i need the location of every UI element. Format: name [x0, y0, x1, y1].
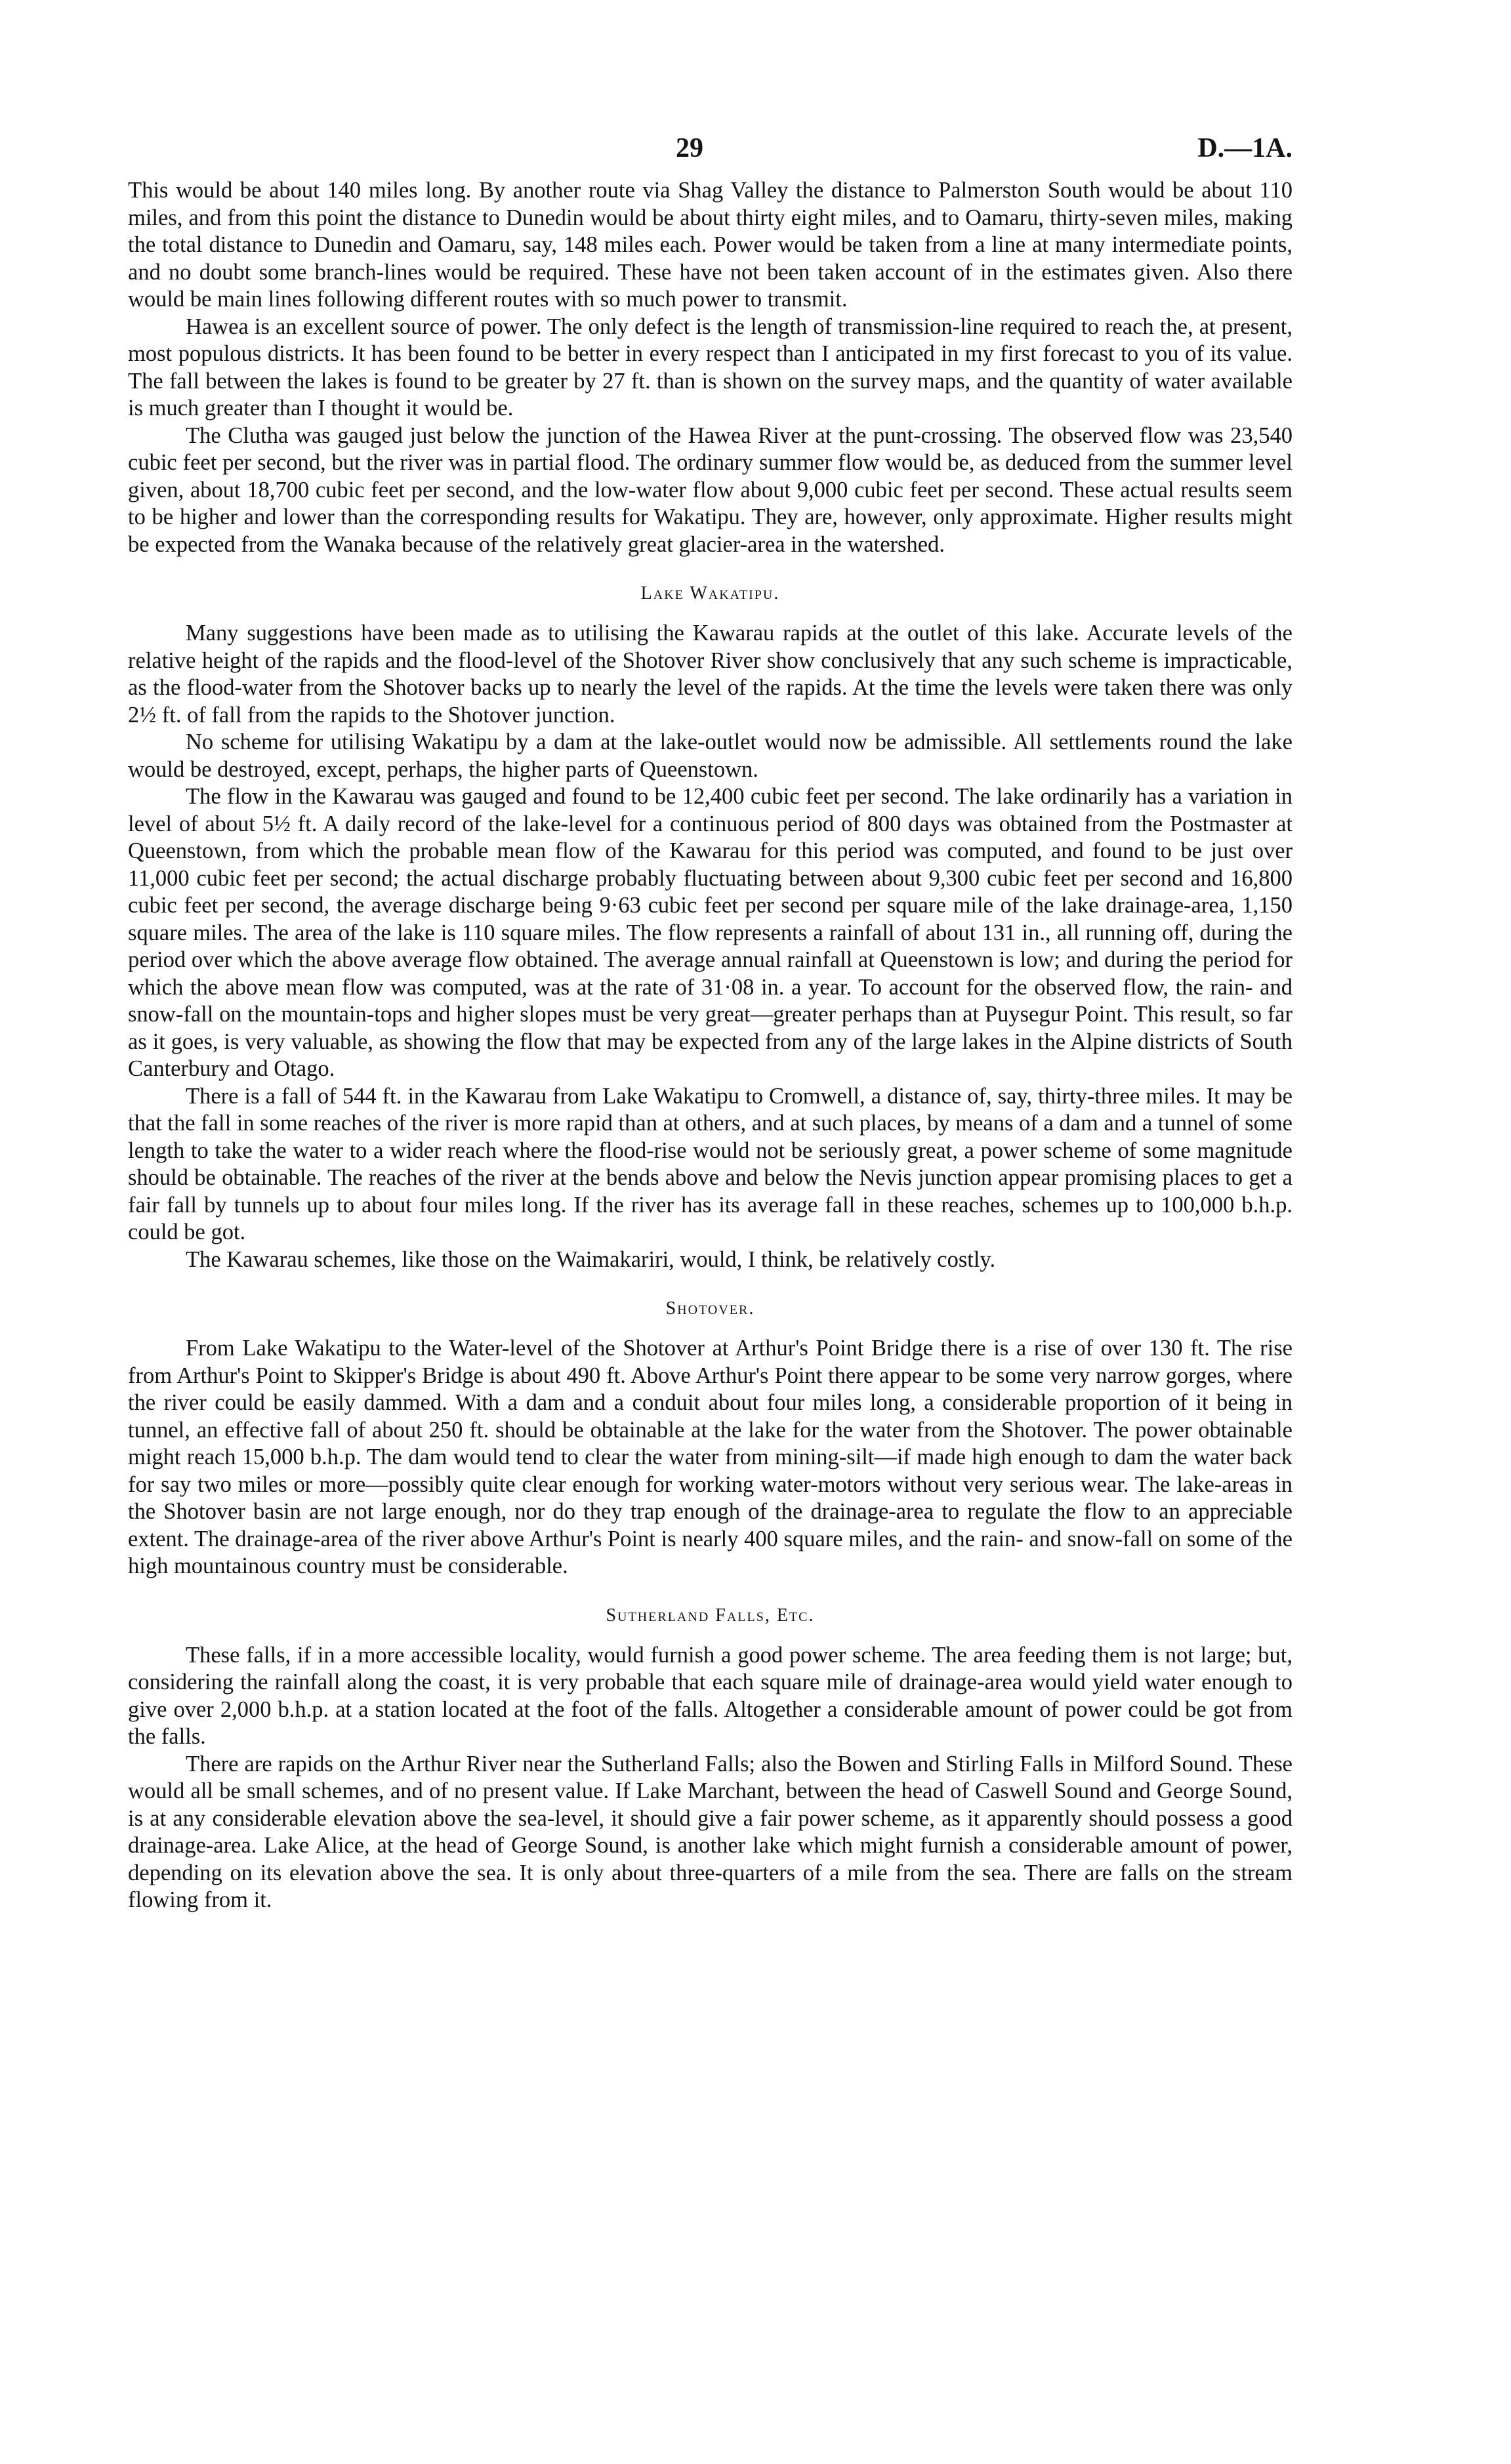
- section-heading: Shotover.: [665, 1298, 755, 1319]
- paragraph: These falls, if in a more accessible locality, would furnish a good power scheme. The area feeding them is not large; but, considering the rainfall along the coast, it is very probable that each square mile of drainage-area would yield water enough to give over 2,000 b.h.p. at a station located at the foot of the falls. Altogether a considerable amount of power could be got from the falls.: [128, 1642, 1293, 1749]
- section-sutherland-falls: [128, 1605, 1293, 1914]
- page-number: 29: [676, 133, 703, 163]
- paragraph: The Kawarau schemes, like those on the Waimakariri, would, I think, be relatively costly.: [186, 1246, 996, 1272]
- paragraph: The flow in the Kawarau was gauged and found to be 12,400 cubic feet per second. The lake ordinarily has a variation in level of about 5½ ft. A daily record of the lake-level for a continuous period of 800 days was obtained from the Postmaster at Queenstown, from which the probable mean flow of the Kawarau for this period was computed, and found to be just over 11,000 cubic feet per second; the actual discharge probably fluctuating between about 9,300 cubic feet per second and 16,800 cubic feet per second, the average discharge being 9·63 cubic feet per second per square mile of the lake drainage-area, 1,150 square miles. The area of the lake is 110 square miles. The flow represents a rainfall of about 131 in., all running off, during the period over which the above average flow obtained. The average annual rainfall at Queenstown is low; and during the period for which the above mean flow was computed, was at the rate of 31·08 in. a year. To account for the observed flow, the rain- and snow-fall on the mountain-tops and higher slopes must be very great—greater perhaps than at Puysegur Point. This result, so far as it goes, is very valuable, as showing the flow that may be expected from any of the large lakes in the Alpine districts of South Canterbury and Otago.: [128, 784, 1293, 1081]
- paragraph: The Clutha was gauged just below the junction of the Hawea River at the punt-crossing. The observed flow was 23,540 cubic feet per second, but the river was in partial flood. The ordinary summer flow would be, as deduced from the summer level given, about 18,700 cubic feet per second, and the low-water flow about 9,000 cubic feet per second. These actual results seem to be higher and lower than the corresponding results for Wakatipu. They are, however, only approximate. Higher results might be expected from the Wanaka because of the relatively great glacier-area in the watershed.: [128, 422, 1293, 557]
- section-lake-wakatipu: [128, 583, 1293, 1273]
- paragraph: There is a fall of 544 ft. in the Kawarau from Lake Wakatipu to Cromwell, a distance of, say, thirty-three miles. It may be that the fall in some reaches of the river is more rapid than at others, and at such places, by means of a dam and a tunnel of some length to take the water to a wider reach where the flood-rise would not be seriously great, a power scheme of some magnitude should be obtainable. The reaches of the river at the bends above and below the Nevis junction appear promising places to get a fair fall by tunnels up to about four miles long. If the river has its average fall in these reaches, schemes up to 100,000 b.h.p. could be got.: [128, 1083, 1293, 1244]
- intro-section: [128, 177, 1293, 558]
- section-heading: Sutherland Falls, Etc.: [606, 1605, 815, 1626]
- paragraph: This would be about 140 miles long. By another route via Shag Valley the distance to Palmerston South would be about 110 miles, and from this point the distance to Dunedin would be about thirty eight miles, and to Oamaru, thirty-seven miles, making the total distance to Dunedin and Oamaru, say, 148 miles each. Power would be taken from a line at many intermediate points, and no doubt some branch-lines would be required. These have not been taken account of in the estimates given. Also there would be main lines following different routes with so much power to transmit.: [128, 178, 1293, 312]
- paragraph: From Lake Wakatipu to the Water-level of the Shotover at Arthur's Point Bridge there is a rise of over 130 ft. The rise from Arthur's Point to Skipper's Bridge is about 490 ft. Above Arthur's Point there appear to be some very narrow gorges, where the river could be easily dammed. With a dam and a conduit about four miles long, a considerable proportion of it being in tunnel, an effective fall of about 250 ft. should be obtainable at the lake for the water from the Shotover. The power obtainable might reach 15,000 b.h.p. The dam would tend to clear the water from mining-silt—if made high enough to dam the water back for say two miles or more—possibly quite clear enough for working water-motors without very serious wear. The lake-areas in the Shotover basin are not large enough, nor do they trap enough of the drainage-area to regulate the flow to an appreciable extent. The drainage-area of the river above Arthur's Point is nearly 400 square miles, and the rain- and snow-fall on some of the high mountainous country must be considerable.: [128, 1336, 1293, 1578]
- section-heading: Lake Wakatipu.: [640, 583, 780, 604]
- paragraph: There are rapids on the Arthur River near the Sutherland Falls; also the Bowen and Stirling Falls in Milford Sound. These would all be small schemes, and of no present value. If Lake Marchant, between the head of Caswell Sound and George Sound, is at any considerable elevation above the sea-level, it should give a fair power scheme, as it apparently should possess a good drainage-area. Lake Alice, at the head of George Sound, is another lake which might furnish a considerable amount of power, depending on its elevation above the sea. It is only about three-quarters of a mile from the sea. There are falls on the stream flowing from it.: [128, 1751, 1293, 1912]
- document-reference: D.—1A.: [1197, 133, 1293, 163]
- document-page: [128, 125, 1293, 1914]
- page-header: [128, 125, 1293, 177]
- paragraph: Many suggestions have been made as to utilising the Kawarau rapids at the outlet of this lake. Accurate levels of the relative height of the rapids and the flood-level of the Shotover River show conclusively that any such scheme is impracticable, as the flood-water from the Shotover backs up to nearly the level of the rapids. At the time the levels were taken there was only 2½ ft. of fall from the rapids to the Shotover junction.: [128, 621, 1293, 728]
- paragraph: Hawea is an excellent source of power. The only defect is the length of transmission-line required to reach the, at present, most populous districts. It has been found to be better in every respect than I anticipated in my first forecast to you of its value. The fall between the lakes is found to be greater by 27 ft. than is shown on the survey maps, and the quantity of water available is much greater than I thought it would be.: [128, 314, 1293, 421]
- section-shotover: [128, 1298, 1293, 1580]
- paragraph: No scheme for utilising Wakatipu by a dam at the lake-outlet would now be admissible. All settlements round the lake would be destroyed, except, perhaps, the higher parts of Queenstown.: [128, 729, 1293, 782]
